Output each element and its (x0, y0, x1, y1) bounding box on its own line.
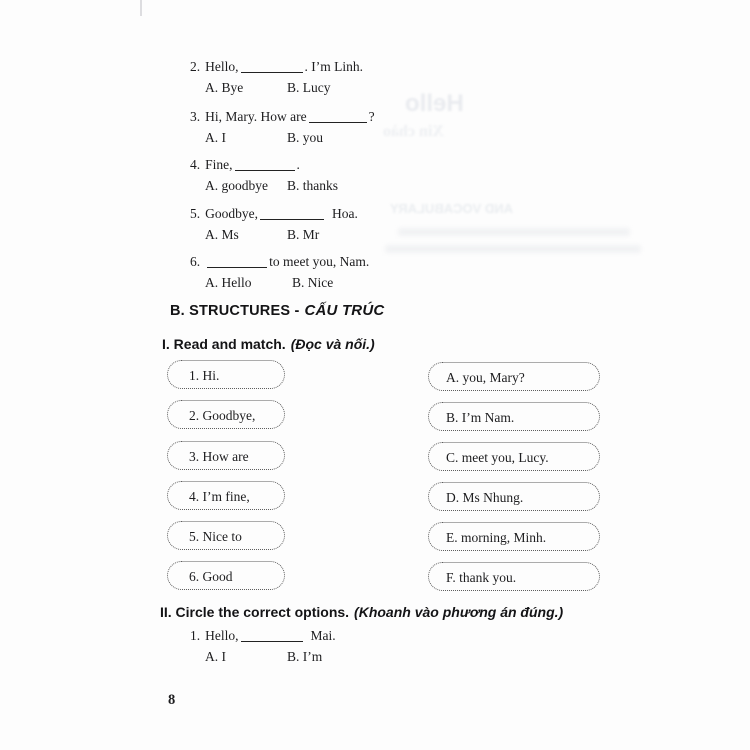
option-a: A. goodbye (205, 178, 268, 193)
answer-blank (260, 206, 324, 220)
question-number: 5. (190, 206, 201, 221)
page-edge-line (140, 0, 142, 16)
match-left-1: 1. Hi. (167, 360, 285, 389)
question-4 (190, 157, 300, 173)
exercise-1-title (162, 336, 375, 352)
question-text: to meet you, Nam. (269, 254, 370, 269)
option-b: B. you (287, 130, 324, 145)
option-b: B. Mr (287, 227, 320, 242)
question-number: 1. (190, 628, 201, 643)
match-left-2: 2. Goodbye, (167, 400, 285, 429)
exercise-2-question-1 (190, 628, 336, 644)
question-5 (190, 206, 358, 222)
section-b-title-vietnamese: CẤU TRÚC (304, 302, 385, 319)
exercise-2-instruction: II. Circle the correct options. (160, 604, 350, 620)
option-b: B. Nice (292, 275, 334, 290)
question-text: . (296, 157, 300, 172)
page-number: 8 (168, 692, 176, 708)
options-row (0, 130, 750, 148)
match-left-6: 6. Good (167, 561, 285, 590)
match-right-e: E. morning, Minh. (428, 522, 600, 551)
exercise-1-instruction-vietnamese: (Đọc và nối.) (290, 336, 375, 352)
question-text: . I’m Linh. (304, 59, 363, 74)
options-row (0, 275, 750, 293)
bleed-through-xin-chao: Xin chào (383, 123, 444, 140)
question-text: Fine, (205, 157, 233, 172)
match-right-b: B. I’m Nam. (428, 402, 600, 431)
option-a: A. I (205, 130, 226, 145)
options-row (0, 649, 750, 667)
exercise-1-instruction: I. Read and match. (162, 336, 286, 352)
options-row (0, 178, 750, 196)
answer-blank (207, 254, 267, 268)
answer-blank (309, 109, 367, 123)
option-b: B. thanks (287, 178, 339, 193)
question-number: 6. (190, 254, 201, 269)
question-number: 2. (190, 59, 201, 74)
question-6 (190, 254, 369, 270)
bleed-through-text-line (385, 245, 641, 253)
option-a: A. I (205, 649, 226, 664)
question-number: 4. (190, 157, 201, 172)
option-a: A. Bye (205, 80, 244, 95)
question-text: Goodbye, (205, 206, 258, 221)
match-right-f: F. thank you. (428, 562, 600, 591)
question-text: ? (368, 109, 375, 124)
match-right-a: A. you, Mary? (428, 362, 600, 391)
question-3 (190, 109, 375, 125)
match-left-4: 4. I’m fine, (167, 481, 285, 510)
question-text: Hi, Mary. How are (205, 109, 307, 124)
section-b-title: B. STRUCTURES - (170, 303, 300, 319)
match-right-c: C. meet you, Lucy. (428, 442, 600, 471)
match-left-5: 5. Nice to (167, 521, 285, 550)
match-right-d: D. Ms Nhung. (428, 482, 600, 511)
bleed-through-hello: Hello (405, 90, 464, 117)
exercise-2-instruction-vietnamese: (Khoanh vào phương án đúng.) (354, 604, 564, 620)
answer-blank (241, 628, 303, 642)
option-a: A. Hello (205, 275, 252, 290)
question-text: Hoa. (332, 206, 358, 221)
option-a: A. Ms (205, 227, 239, 242)
section-b-heading (170, 302, 384, 319)
options-row (0, 80, 750, 98)
answer-blank (241, 59, 303, 73)
question-2 (190, 59, 363, 75)
question-text: Hello, (205, 59, 239, 74)
exercise-2-title (160, 604, 563, 620)
question-text: Mai. (310, 628, 336, 643)
question-number: 3. (190, 109, 201, 124)
option-b: B. I’m (287, 649, 323, 664)
option-b: B. Lucy (287, 80, 331, 95)
bleed-through-vocabulary: AND VOCABULARY (390, 201, 514, 216)
match-left-3: 3. How are (167, 441, 285, 470)
options-row (0, 227, 750, 245)
question-text: Hello, (205, 628, 239, 643)
answer-blank (235, 157, 295, 171)
